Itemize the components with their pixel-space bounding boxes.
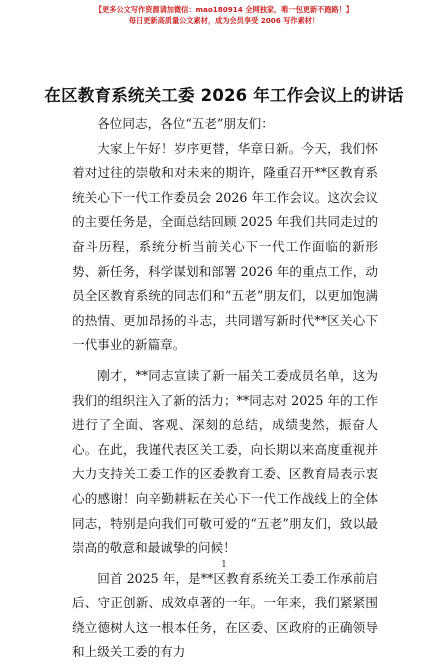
promo-banner (0, 4, 448, 26)
promo-line-2: 每日更新高质量公文素材，成为会员享受 2006 写作素材！ (128, 16, 320, 25)
greeting: 各位同志，各位“五老”朋友们： (97, 116, 274, 131)
paragraph: 刚才，**同志宣读了新一届关工委成员名单，这为我们的组织注入了新的活力；**同志对 2025 年的工作进行了全面、客观、深刻的总结，成绩斐然，振奋人心。在此，我谨代表区关工委，向长期以来高度重视并大力支持关工委工作的区委教育工委、区教育局表示衷心的感谢！向辛勤耕耘在关心下一代工作战线上的全体同志，特别是向我们可敬可爱的“五老”朋友们，致以最崇高的敬意和最诚挚的问候！ (72, 367, 378, 556)
document-title: 在区教育系统关工委 2026 年工作会议上的讲话 (44, 86, 404, 105)
paragraph: 回首 2025 年，是**区教育系统关工委工作承前启后、守正创新、成效卓著的一年。一年来，我们紧紧围绕立德树人这一根本任务，在区委、区政府的正确领导和上级关工委的有力 (72, 570, 378, 660)
page-number: 1 (221, 560, 227, 570)
paragraph: 大家上午好！岁序更替，华章日新。今天，我们怀着对过往的崇敬和对未来的期许，隆重召开**区教育系统关心下一代工作委员会 2026 年工作会议。这次会议的主要任务是，全面总结回顾 2025 年我们共同走过的奋斗历程，系统分析当前关心下一代工作面临的新形势、新任务，科学谋划和部署 2026 年的重点工作，动员全区教育系统的同志们和“五老”朋友们，以更加饱满的热情、更加昂扬的斗志，共同谱写新时代**区关心下一代事业的新篇章。 (72, 140, 378, 353)
promo-line-1: 【更多公文写作资源请加微信：mao180914 全网独家，唯一包更新不跑路！】 (94, 5, 354, 14)
document-body (72, 112, 378, 665)
